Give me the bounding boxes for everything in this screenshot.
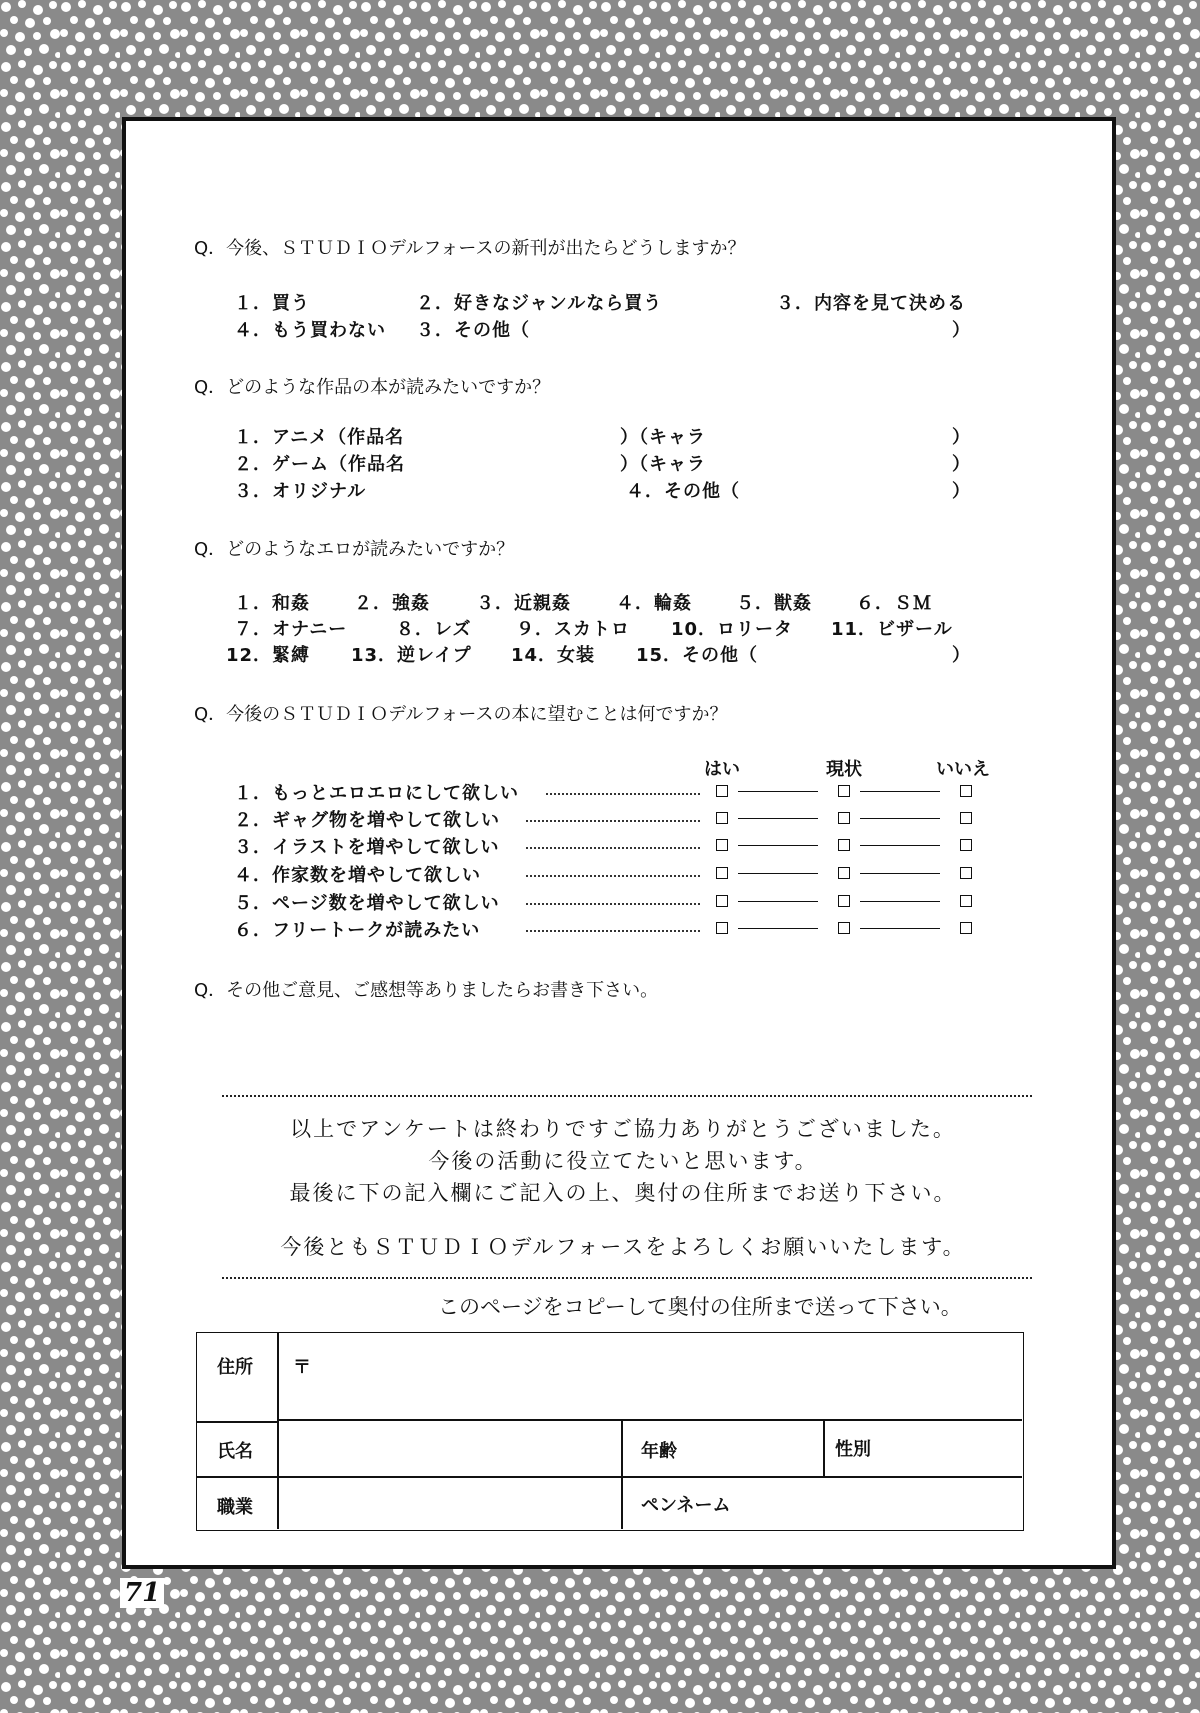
name-label: 氏名 (217, 1441, 253, 1462)
address-label: 住所 (217, 1357, 253, 1378)
q2-row-1-close: ） (952, 427, 971, 448)
q3-option-12: 12．緊縛 (226, 645, 311, 666)
q1-option-3: ３．内容を見て決める (776, 293, 966, 314)
q3-option-14: 14．女装 (511, 645, 596, 666)
q4-column-yes: はい (704, 759, 740, 780)
q3-option-11: 11．ビザール (831, 619, 953, 640)
q3-option-5: ５．獣姦 (736, 593, 812, 614)
closing-line-1: 以上でアンケートは終わりですご協力ありがとうございました。 (290, 1117, 956, 1141)
age-label: 年齢 (641, 1441, 677, 1462)
q4-item-1-leader (546, 793, 700, 795)
question-4: Q．今後のＳＴＵＤＩＯデルフォースの本に望むことは何ですか？ (194, 704, 728, 725)
sex-label: 性別 (835, 1439, 871, 1460)
q4-item-3-checkbox-yes[interactable] (716, 839, 728, 851)
closing-line-3: 最後に下の記入欄にご記入の上、奥付の住所までお送り下さい。 (289, 1181, 957, 1205)
form-label-column-divider (277, 1333, 279, 1529)
q4-item-3-label: ３．イラストを増やして欲しい (234, 837, 500, 858)
penname-label: ペンネーム (641, 1495, 731, 1516)
q4-item-4-leader (526, 875, 700, 877)
q4-column-current: 現状 (826, 759, 862, 780)
q4-item-4-label: ４．作家数を増やして欲しい (234, 865, 481, 886)
q3-option-6: ６．ＳＭ (856, 593, 932, 614)
q3-option-10: 10．ロリータ (671, 619, 794, 640)
q1-option-1: １．買う (234, 293, 310, 314)
closing-top-divider (222, 1095, 1032, 1097)
q4-item-1-checkbox-yes[interactable] (716, 785, 728, 797)
q3-option-9: ９．スカトロ (516, 619, 630, 640)
q4-item-6-checkbox-current[interactable] (838, 922, 850, 934)
q3-option-15-close: ） (952, 645, 971, 666)
q4-column-no: いいえ (936, 759, 990, 780)
occupation-field[interactable] (283, 1481, 613, 1525)
q4-item-3-leader (526, 847, 700, 849)
address-field[interactable] (307, 1381, 1007, 1411)
q4-item-4-checkbox-current[interactable] (838, 867, 850, 879)
occupation-label: 職業 (217, 1497, 253, 1518)
postal-mark: 〒 (293, 1357, 311, 1378)
q4-item-1-checkbox-no[interactable] (960, 785, 972, 797)
q4-item-3-connector-1 (738, 845, 818, 846)
q4-item-1-connector-2 (860, 791, 940, 792)
q4-item-5-checkbox-no[interactable] (960, 895, 972, 907)
q2-row-2-close: ） (952, 454, 971, 475)
q2-row-2-character: ）（キャラ (620, 454, 706, 475)
q4-item-6-leader (526, 930, 700, 932)
name-field[interactable] (283, 1425, 613, 1471)
closing-bottom-divider (222, 1277, 1032, 1279)
q4-item-1-label: １．もっとエロエロにして欲しい (234, 783, 519, 804)
q3-option-2: ２．強姦 (354, 593, 430, 614)
q4-item-6-connector-2 (860, 928, 940, 929)
q4-item-2-label: ２．ギャグ物を増やして欲しい (234, 810, 500, 831)
form-sex-divider (823, 1419, 825, 1476)
form-row-divider-1 (277, 1419, 1022, 1421)
q2-row-2-label: ２．ゲーム（作品名 (234, 454, 405, 475)
q4-item-5-checkbox-current[interactable] (838, 895, 850, 907)
q4-item-5-checkbox-yes[interactable] (716, 895, 728, 907)
q3-option-8: ８．レズ (396, 619, 472, 640)
age-field[interactable] (697, 1425, 815, 1471)
q4-item-5-label: ５．ページ数を増やして欲しい (234, 893, 500, 914)
q4-item-2-checkbox-yes[interactable] (716, 812, 728, 824)
reply-form (196, 1332, 1024, 1531)
question-5: Q．その他ご意見、ご感想等ありましたらお書き下さい。 (194, 980, 659, 1001)
q4-item-2-checkbox-current[interactable] (838, 812, 850, 824)
q4-item-2-connector-1 (738, 818, 818, 819)
q4-item-5-leader (526, 903, 700, 905)
q4-item-1-connector-1 (738, 791, 818, 792)
q3-option-1: １．和姦 (234, 593, 310, 614)
q2-row-1-character: ）（キャラ (620, 427, 706, 448)
q4-item-6-label: ６．フリートークが読みたい (234, 920, 481, 941)
sex-field[interactable] (889, 1425, 1015, 1471)
q1-option-2: ２．好きなジャンルなら買う (416, 293, 663, 314)
form-row-divider-1b (197, 1421, 277, 1423)
form-row-divider-2 (197, 1476, 1022, 1478)
q4-item-5-connector-2 (860, 901, 940, 902)
q4-item-2-leader (526, 820, 700, 822)
q4-item-6-checkbox-yes[interactable] (716, 922, 728, 934)
q2-row-1-label: １．アニメ（作品名 (234, 427, 405, 448)
q1-option-4: ４．もう買わない (234, 320, 386, 341)
q4-item-3-connector-2 (860, 845, 940, 846)
penname-field[interactable] (757, 1481, 1015, 1525)
q4-item-3-checkbox-no[interactable] (960, 839, 972, 851)
page-number: 71 (120, 1578, 164, 1608)
form-middle-divider (621, 1419, 623, 1529)
q2-row-3-other: ４．その他（ (626, 481, 740, 502)
q1-option-other: ３．その他（ (416, 320, 530, 341)
question-2: Q．どのような作品の本が読みたいですか？ (194, 377, 551, 398)
q2-row-3-close: ） (952, 481, 971, 502)
q4-item-3-checkbox-current[interactable] (838, 839, 850, 851)
q4-item-6-connector-1 (738, 928, 818, 929)
q3-option-7: ７．オナニー (234, 619, 348, 640)
copy-instruction: このページをコピーして奥付の住所まで送って下さい。 (438, 1295, 962, 1319)
q2-row-3-label: ３．オリジナル (234, 481, 367, 502)
question-3: Q．どのようなエロが読みたいですか？ (194, 539, 515, 560)
q3-option-13: 13．逆レイプ (351, 645, 472, 666)
q4-item-4-checkbox-no[interactable] (960, 867, 972, 879)
q4-item-5-connector-1 (738, 901, 818, 902)
q4-item-4-connector-1 (738, 873, 818, 874)
q4-item-4-connector-2 (860, 873, 940, 874)
q4-item-1-checkbox-current[interactable] (838, 785, 850, 797)
q4-item-4-checkbox-yes[interactable] (716, 867, 728, 879)
q3-option-4: ４．輪姦 (616, 593, 692, 614)
q4-item-6-checkbox-no[interactable] (960, 922, 972, 934)
q4-item-2-connector-2 (860, 818, 940, 819)
q1-option-other-close: ） (952, 320, 971, 341)
q3-option-3: ３．近親姦 (476, 593, 571, 614)
closing-line-2: 今後の活動に役立てたいと思います。 (428, 1149, 818, 1173)
q3-option-15: 15．その他（ (636, 645, 759, 666)
q4-item-2-checkbox-no[interactable] (960, 812, 972, 824)
closing-line-4: 今後ともＳＴＵＤＩＯデルフォースをよろしくお願いいたします。 (280, 1235, 966, 1259)
question-1: Q．今後、ＳＴＵＤＩＯデルフォースの新刊が出たらどうしますか？ (194, 238, 746, 259)
